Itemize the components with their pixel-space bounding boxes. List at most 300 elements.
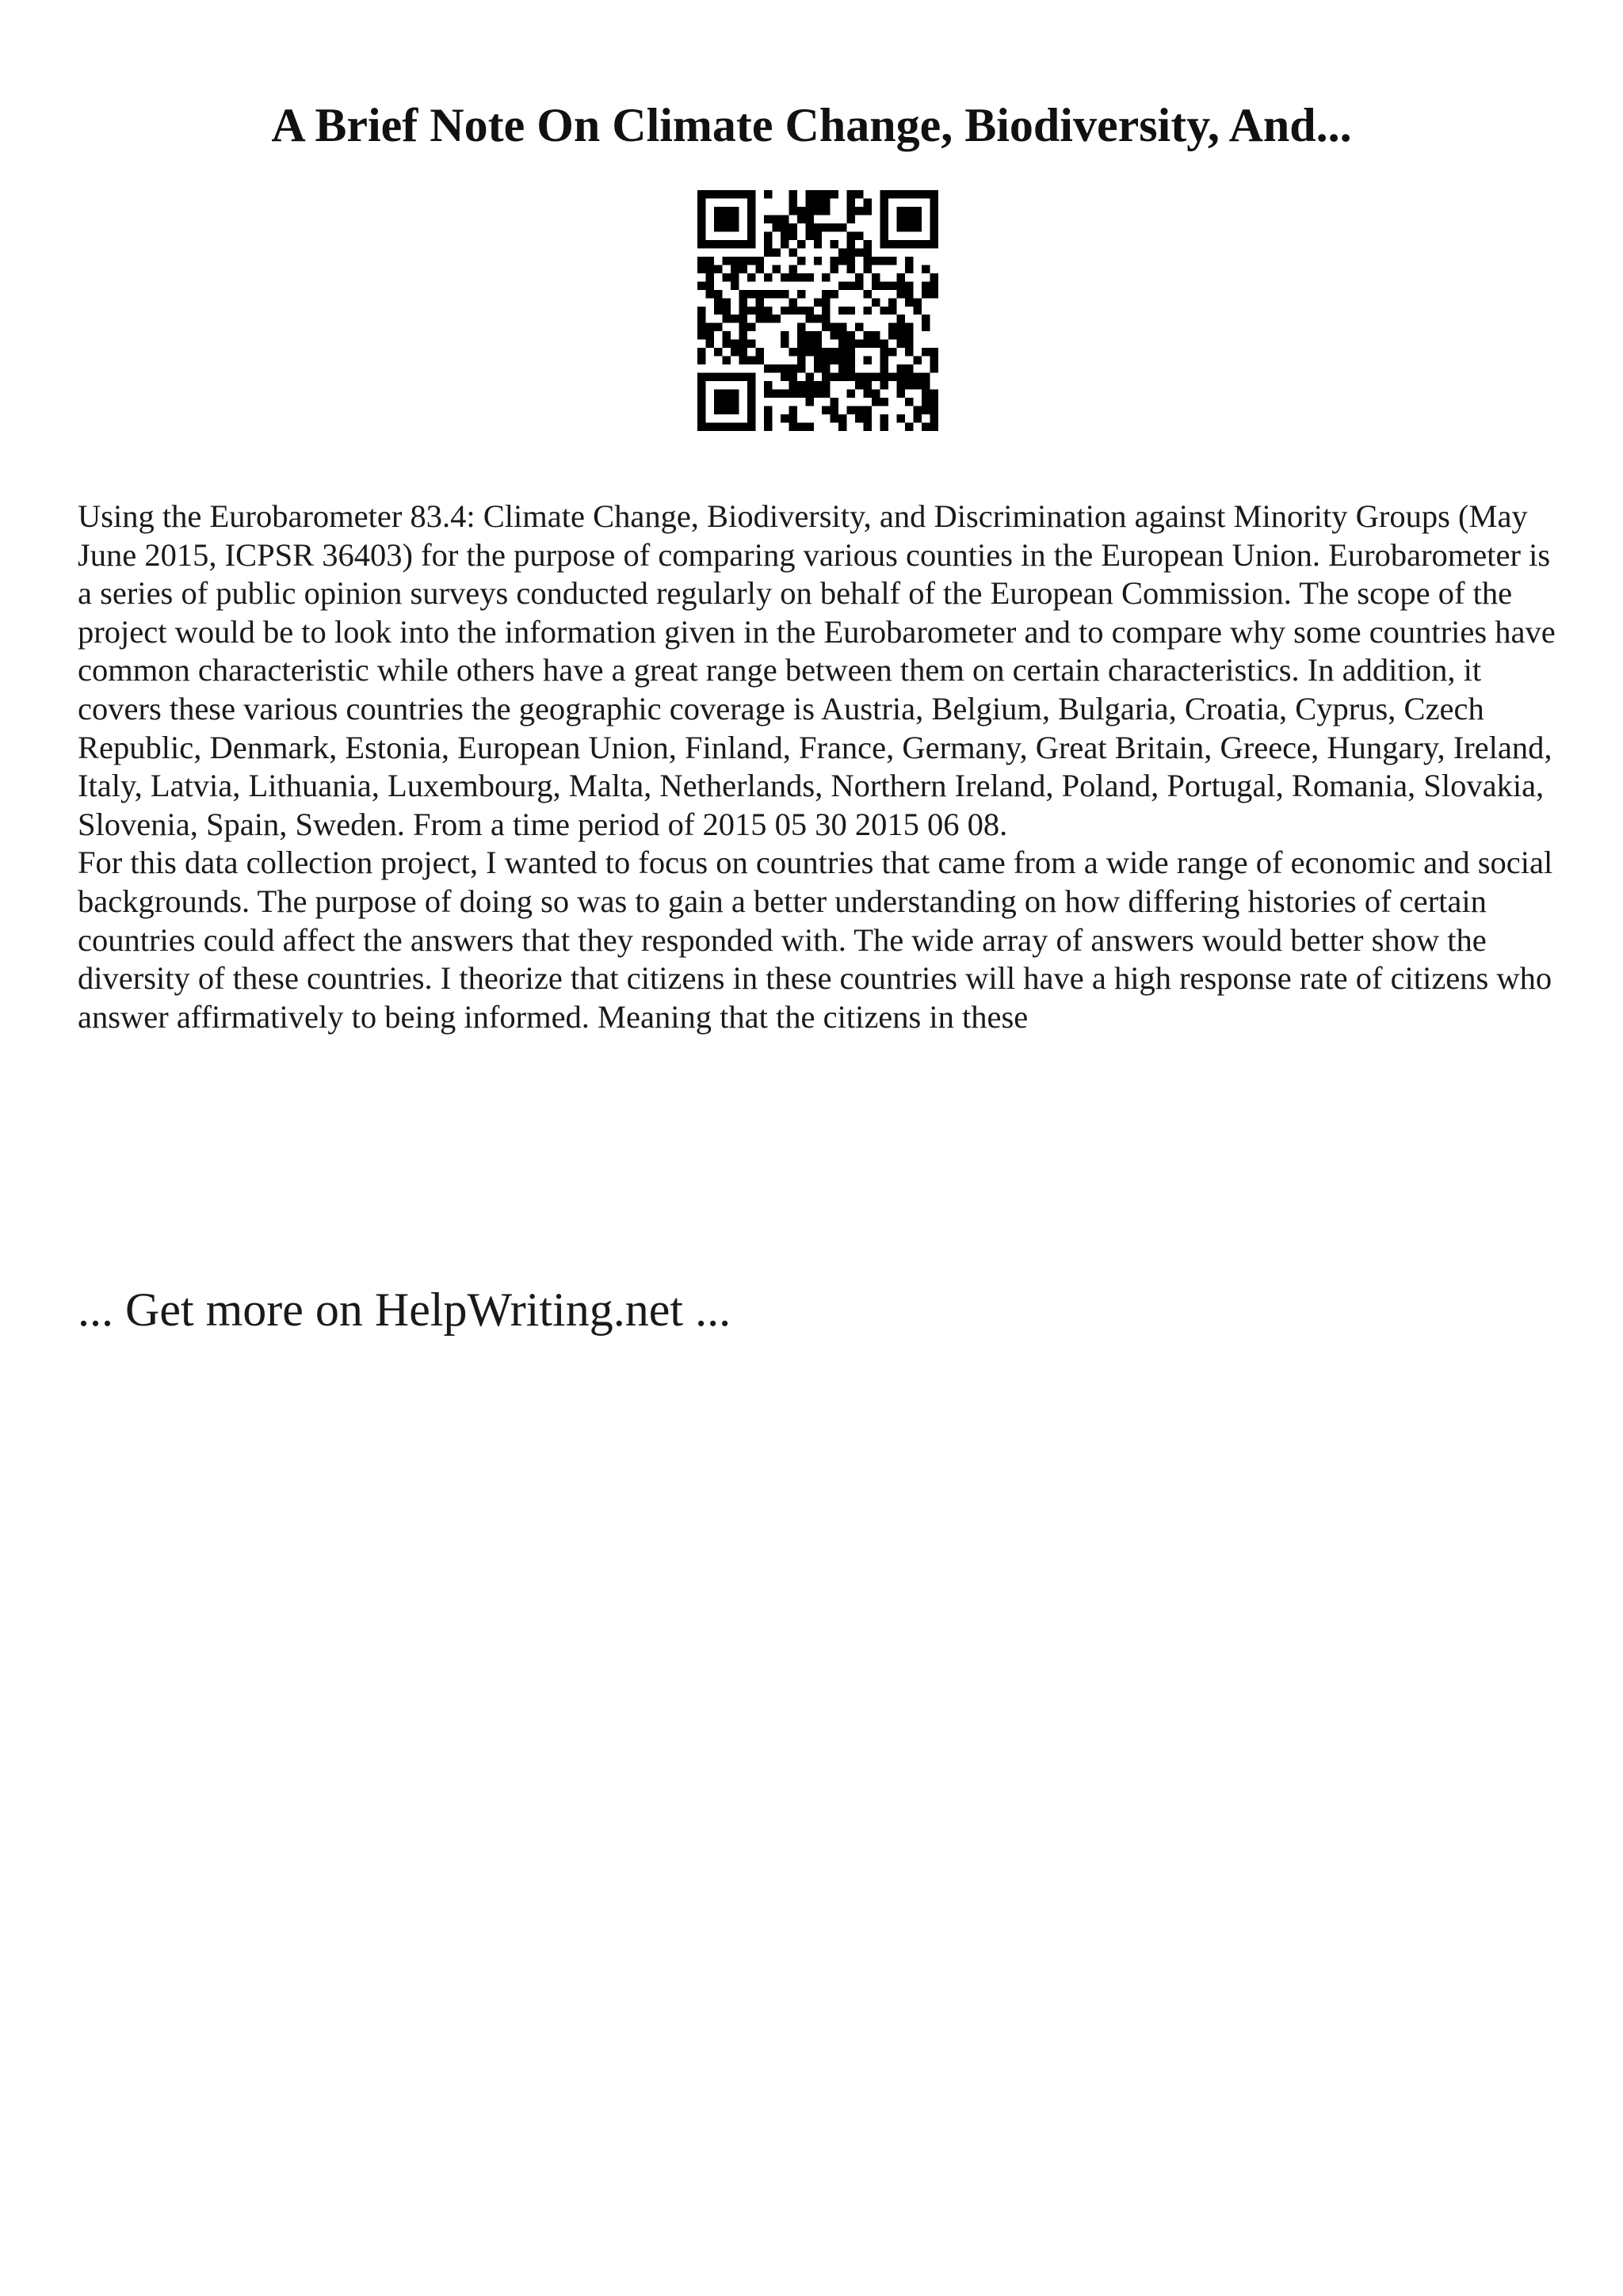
qr-module [838, 223, 846, 231]
qr-module [781, 390, 789, 398]
qr-module [905, 281, 913, 289]
qr-module [872, 390, 880, 398]
qr-module [697, 357, 705, 364]
qr-module [930, 223, 938, 231]
qr-module [814, 348, 822, 356]
document-body [78, 498, 1568, 1036]
qr-module [864, 390, 872, 398]
qr-module [747, 240, 755, 248]
qr-module [905, 223, 913, 231]
qr-module [922, 190, 930, 198]
qr-module [714, 373, 722, 381]
qr-module [847, 215, 855, 223]
qr-module [764, 248, 772, 256]
qr-module [789, 364, 796, 372]
qr-module [905, 423, 913, 431]
qr-module [781, 240, 789, 248]
qr-module [764, 364, 772, 372]
qr-module [847, 207, 855, 215]
qr-module [755, 298, 763, 306]
qr-module [797, 390, 805, 398]
qr-module [838, 248, 846, 256]
qr-module [755, 290, 763, 298]
qr-module [781, 273, 789, 281]
qr-module [922, 323, 930, 331]
qr-module [772, 265, 780, 273]
qr-module [781, 364, 789, 372]
qr-module [864, 257, 872, 265]
qr-module [697, 265, 705, 273]
qr-module [731, 348, 739, 356]
qr-module [814, 331, 822, 339]
qr-code-icon[interactable] [697, 190, 938, 431]
qr-module [772, 248, 780, 256]
paragraph: For this data collection project, I wanted to focus on countries that came from a wide range of economic and social backgrounds. The purpose of doing so was to gain a better understanding on how differing histories of certain countries could affect the answers that they responded with. The wide array of answers would better show the diversity of these countries. I theorize that citizens in these countries will have a high response rate of citizens who answer affirmatively to being informed. Meaning that the citizens in these [78, 845, 1553, 1035]
qr-module [930, 273, 938, 281]
qr-module [888, 240, 896, 248]
qr-module [747, 198, 755, 206]
qr-module [838, 331, 846, 339]
qr-module [847, 406, 855, 414]
qr-module [814, 298, 822, 306]
paragraph: Using the Eurobarometer 83.4: Climate Change, Biodiversity, and Discrimination against Minority Groups (May June 2015, ICPSR 36403) for the purpose of comparing various counties in the European Union. Eurobarometer is a series of public opinion surveys conducted regularly on behalf of the European Commission. The scope of the project would be to look into the information given in the Eurobarometer and to compare why some countries have common characteristic while others have a great range between them on certain characteristics. In addition, it covers these various countries the geographic coverage is Austria, Belgium, Bulgaria, Croatia, Cyprus, Czech Republic, Denmark, Estonia, European Union, Finland, France, Germany, Great Britain, Greece, Hungary, Ireland, Italy, Latvia, Lithuania, Luxembourg, Malta, Netherlands, Northern Ireland, Poland, Portugal, Romania, Slovakia, Slovenia, Spain, Sweden. From a time period of 2015 05 30 2015 06 08. [78, 498, 1556, 842]
qr-module [847, 281, 855, 289]
qr-module [747, 423, 755, 431]
qr-module [872, 373, 880, 381]
qr-module [805, 373, 813, 381]
qr-module [714, 398, 722, 406]
qr-module [697, 315, 705, 322]
qr-module [739, 357, 747, 364]
qr-module [764, 406, 772, 414]
qr-module [705, 281, 713, 289]
qr-module [722, 357, 730, 364]
qr-module [864, 340, 872, 348]
qr-module [831, 223, 838, 231]
qr-module [781, 331, 789, 339]
qr-module [888, 307, 896, 315]
qr-module [831, 398, 838, 406]
get-more-link[interactable]: ... Get more on HelpWriting.net ... [78, 1283, 731, 1336]
qr-module [914, 307, 922, 315]
qr-module [855, 323, 863, 331]
qr-module [905, 207, 913, 215]
qr-module [864, 373, 872, 381]
qr-module [781, 290, 789, 298]
qr-module [864, 381, 872, 389]
qr-module [930, 398, 938, 406]
qr-module [789, 414, 796, 422]
qr-module [930, 281, 938, 289]
qr-module [880, 414, 888, 422]
qr-module [822, 390, 830, 398]
qr-module [822, 373, 830, 381]
qr-module [814, 207, 822, 215]
qr-module [739, 373, 747, 381]
qr-module [888, 348, 896, 356]
qr-module [731, 190, 739, 198]
qr-module [789, 198, 796, 206]
qr-module [705, 257, 713, 265]
qr-module [764, 315, 772, 322]
qr-module [772, 315, 780, 322]
qr-module [930, 348, 938, 356]
qr-module [855, 281, 863, 289]
qr-module [705, 265, 713, 273]
qr-module [789, 406, 796, 414]
qr-module [922, 290, 930, 298]
qr-module [888, 323, 896, 331]
qr-module [764, 231, 772, 239]
qr-module [822, 364, 830, 372]
qr-module [880, 307, 888, 315]
qr-module [847, 257, 855, 265]
qr-module [772, 223, 780, 231]
qr-module [739, 265, 747, 273]
qr-module [831, 240, 838, 248]
qr-module [805, 190, 813, 198]
qr-module [838, 357, 846, 364]
qr-module [864, 290, 872, 298]
qr-module [831, 331, 838, 339]
qr-module [831, 290, 838, 298]
qr-module [705, 290, 713, 298]
qr-module [930, 406, 938, 414]
qr-module [747, 406, 755, 414]
qr-module [855, 340, 863, 348]
qr-module [930, 190, 938, 198]
qr-module [705, 273, 713, 281]
qr-module [847, 373, 855, 381]
qr-module [731, 281, 739, 289]
qr-module [880, 381, 888, 389]
qr-module [739, 257, 747, 265]
qr-module [697, 223, 705, 231]
qr-module [789, 207, 796, 215]
qr-module [781, 340, 789, 348]
qr-module [805, 198, 813, 206]
qr-module [864, 265, 872, 273]
qr-module [814, 340, 822, 348]
qr-module [822, 348, 830, 356]
qr-module [838, 423, 846, 431]
qr-module [714, 290, 722, 298]
qr-module [847, 364, 855, 372]
qr-module [914, 190, 922, 198]
qr-module [897, 290, 905, 298]
qr-module [838, 340, 846, 348]
qr-module [697, 207, 705, 215]
qr-module [764, 290, 772, 298]
qr-module [914, 215, 922, 223]
qr-module [731, 398, 739, 406]
qr-module [855, 373, 863, 381]
qr-module [714, 423, 722, 431]
qr-module [797, 273, 805, 281]
qr-module [797, 307, 805, 315]
qr-module [722, 423, 730, 431]
qr-module [922, 373, 930, 381]
qr-module [747, 381, 755, 389]
qr-module [797, 257, 805, 265]
qr-module [789, 298, 796, 306]
qr-module [797, 340, 805, 348]
qr-module [872, 298, 880, 306]
qr-module [822, 198, 830, 206]
qr-module [739, 423, 747, 431]
qr-module [897, 340, 905, 348]
qr-module [772, 215, 780, 223]
qr-module [747, 231, 755, 239]
qr-module [880, 364, 888, 372]
qr-module [731, 207, 739, 215]
qr-module [930, 290, 938, 298]
qr-module [905, 257, 913, 265]
qr-module [838, 348, 846, 356]
qr-module [731, 373, 739, 381]
qr-module [755, 357, 763, 364]
qr-module [905, 348, 913, 356]
qr-module [847, 265, 855, 273]
qr-module [880, 223, 888, 231]
qr-module [897, 207, 905, 215]
qr-module [905, 373, 913, 381]
qr-module [930, 207, 938, 215]
qr-module [739, 331, 747, 339]
qr-module [747, 390, 755, 398]
qr-module [705, 373, 713, 381]
qr-module [872, 273, 880, 281]
qr-module [814, 190, 822, 198]
qr-module [764, 240, 772, 248]
qr-module [714, 240, 722, 248]
qr-module [781, 414, 789, 422]
qr-module [888, 190, 896, 198]
qr-module [747, 207, 755, 215]
qr-module [888, 373, 896, 381]
qr-module [888, 257, 896, 265]
qr-module [797, 423, 805, 431]
qr-module [905, 331, 913, 339]
qr-module [697, 398, 705, 406]
qr-module [930, 364, 938, 372]
qr-module [897, 223, 905, 231]
qr-module [797, 207, 805, 215]
qr-module [764, 423, 772, 431]
qr-module [764, 190, 772, 198]
qr-module [805, 331, 813, 339]
qr-module [697, 190, 705, 198]
qr-module [697, 281, 705, 289]
qr-module [731, 223, 739, 231]
qr-module [789, 423, 796, 431]
qr-module [814, 240, 822, 248]
qr-module [772, 364, 780, 372]
qr-module [705, 240, 713, 248]
qr-module [755, 265, 763, 273]
qr-module [714, 348, 722, 356]
qr-module [880, 240, 888, 248]
qr-module [831, 406, 838, 414]
qr-module [739, 348, 747, 356]
qr-module [914, 406, 922, 414]
qr-module [880, 373, 888, 381]
qr-module [930, 390, 938, 398]
qr-module [888, 281, 896, 289]
qr-module [697, 307, 705, 315]
qr-module [722, 340, 730, 348]
qr-module [922, 315, 930, 322]
qr-module [831, 357, 838, 364]
qr-module [914, 223, 922, 231]
qr-module [764, 381, 772, 389]
qr-module [697, 381, 705, 389]
qr-module [714, 265, 722, 273]
qr-module [722, 373, 730, 381]
qr-module [789, 190, 796, 198]
qr-module [722, 215, 730, 223]
qr-module [880, 398, 888, 406]
qr-module [697, 215, 705, 223]
qr-module [814, 223, 822, 231]
qr-module [897, 273, 905, 281]
qr-module [814, 198, 822, 206]
qr-module [847, 390, 855, 398]
qr-module [755, 257, 763, 265]
qr-module [897, 281, 905, 289]
qr-module [747, 215, 755, 223]
qr-module [805, 423, 813, 431]
qr-module [805, 398, 813, 406]
qr-module [747, 340, 755, 348]
qr-module [847, 331, 855, 339]
qr-module [747, 257, 755, 265]
qr-module [864, 248, 872, 256]
qr-module [864, 406, 872, 414]
qr-module [714, 307, 722, 315]
qr-module [697, 257, 705, 265]
qr-module [731, 273, 739, 281]
qr-module [697, 414, 705, 422]
qr-module [722, 390, 730, 398]
qr-module [905, 290, 913, 298]
qr-module [864, 414, 872, 422]
qr-module [722, 257, 730, 265]
qr-module [697, 423, 705, 431]
qr-module [797, 381, 805, 389]
qr-module [789, 348, 796, 356]
qr-module [847, 240, 855, 248]
qr-module [714, 406, 722, 414]
qr-module [789, 265, 796, 273]
qr-module [880, 281, 888, 289]
qr-module [789, 390, 796, 398]
qr-module [705, 331, 713, 339]
qr-module [739, 315, 747, 322]
qr-module [739, 190, 747, 198]
qr-module [805, 381, 813, 389]
qr-module [805, 390, 813, 398]
qr-module [781, 215, 789, 223]
qr-module [797, 323, 805, 331]
qr-module [831, 414, 838, 422]
qr-module [714, 190, 722, 198]
qr-module [714, 223, 722, 231]
qr-module [905, 364, 913, 372]
qr-module [905, 340, 913, 348]
qr-module [864, 423, 872, 431]
qr-module [764, 215, 772, 223]
qr-module [805, 340, 813, 348]
qr-module [747, 357, 755, 364]
qr-module [855, 190, 863, 198]
qr-module [697, 240, 705, 248]
qr-module [872, 340, 880, 348]
qr-module [797, 348, 805, 356]
qr-module [847, 348, 855, 356]
qr-module [822, 190, 830, 198]
qr-module [922, 390, 930, 398]
qr-module [814, 381, 822, 389]
qr-module [864, 198, 872, 206]
qr-module [897, 323, 905, 331]
qr-module [705, 423, 713, 431]
qr-module [747, 190, 755, 198]
qr-module [872, 398, 880, 406]
qr-module [789, 307, 796, 315]
qr-module [855, 414, 863, 422]
qr-module [822, 381, 830, 389]
qr-module [831, 190, 838, 198]
qr-module [805, 273, 813, 281]
qr-module [880, 257, 888, 265]
qr-module [764, 273, 772, 281]
qr-module [797, 357, 805, 364]
qr-module [864, 331, 872, 339]
qr-module [914, 207, 922, 215]
qr-module [739, 240, 747, 248]
qr-module [930, 198, 938, 206]
qr-module [731, 215, 739, 223]
qr-module [897, 315, 905, 322]
qr-module [731, 265, 739, 273]
qr-module [831, 323, 838, 331]
qr-module [914, 240, 922, 248]
qr-module [872, 331, 880, 339]
qr-module [822, 298, 830, 306]
qr-module [838, 373, 846, 381]
qr-module [897, 190, 905, 198]
qr-module [905, 240, 913, 248]
qr-module [897, 414, 905, 422]
qr-module [922, 281, 930, 289]
qr-module [722, 223, 730, 231]
qr-module [838, 257, 846, 265]
qr-module [880, 190, 888, 198]
qr-module [930, 215, 938, 223]
qr-module [747, 323, 755, 331]
qr-module [805, 215, 813, 223]
qr-module [814, 231, 822, 239]
qr-module [747, 414, 755, 422]
qr-code-graphic [697, 190, 938, 431]
qr-module [789, 373, 796, 381]
qr-module [914, 373, 922, 381]
qr-module [822, 290, 830, 298]
qr-module [930, 357, 938, 364]
qr-module [880, 357, 888, 364]
qr-module [722, 273, 730, 281]
